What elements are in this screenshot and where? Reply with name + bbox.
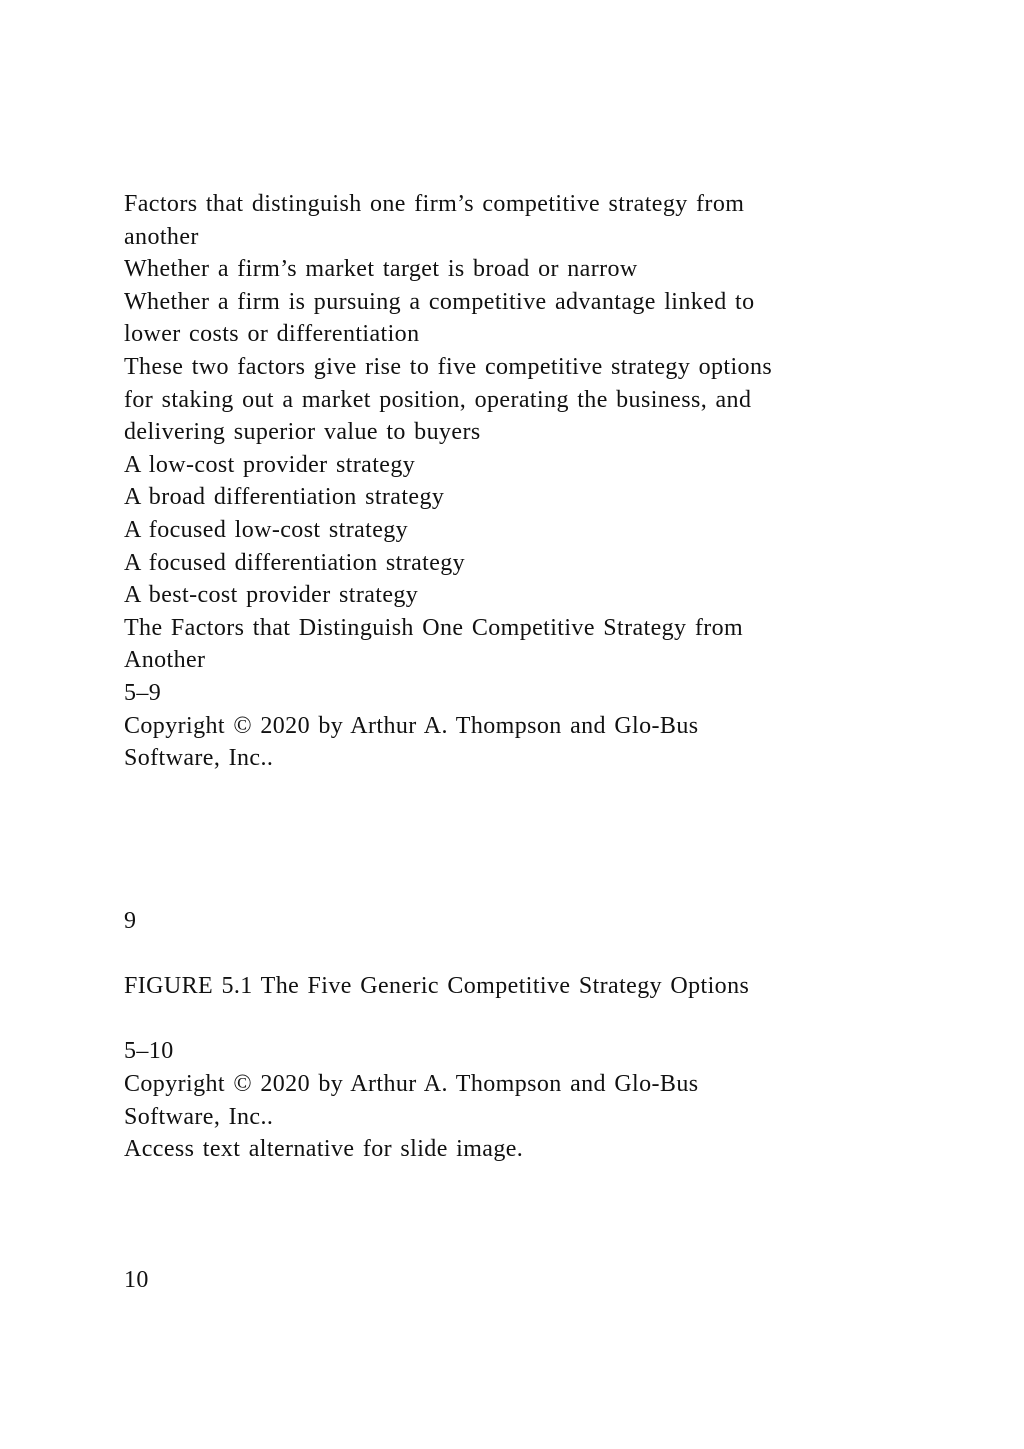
text-line: These two factors give rise to five competitive strategy options	[124, 353, 773, 380]
page-number: 10	[124, 1266, 149, 1293]
spacer	[124, 775, 924, 808]
text-line: for staking out a market position, operating the business, and	[124, 386, 752, 413]
list-item: A best-cost provider strategy	[124, 582, 419, 609]
spacer	[124, 840, 924, 873]
list-item: A focused differentiation strategy	[124, 549, 466, 576]
spacer	[124, 1198, 924, 1231]
spacer	[124, 938, 924, 971]
text-alternative-link[interactable]: Access text alternative for slide image.	[124, 1136, 524, 1163]
text-line: Whether a firm is pursuing a competitive advantage linked to	[124, 288, 755, 315]
page-number: 9	[124, 908, 137, 935]
copyright-text: Software, Inc..	[124, 1103, 274, 1130]
spacer	[124, 1166, 924, 1199]
text-line: another	[124, 223, 199, 250]
slide-number: 5–10	[124, 1038, 174, 1065]
list-item: A broad differentiation strategy	[124, 484, 445, 511]
list-item: A low-cost provider strategy	[124, 451, 416, 478]
figure-caption: FIGURE 5.1 The Five Generic Competitive Strategy Options	[124, 973, 750, 1000]
list-item: A focused low-cost strategy	[124, 516, 409, 543]
slide-title: Another	[124, 647, 206, 674]
spacer	[124, 872, 924, 905]
text-line: Whether a firm’s market target is broad or narrow	[124, 256, 638, 283]
text-line: Factors that distinguish one firm’s competitive strategy from	[124, 191, 745, 217]
copyright-text: Software, Inc..	[124, 745, 274, 772]
spacer	[124, 1231, 924, 1264]
slide-title: The Factors that Distinguish One Competitive Strategy from	[124, 614, 744, 641]
text-line: lower costs or differentiation	[124, 321, 420, 348]
text-line: delivering superior value to buyers	[124, 419, 481, 446]
copyright-text: Copyright © 2020 by Arthur A. Thompson and Glo-Bus	[124, 712, 699, 739]
slide-number: 5–9	[124, 679, 162, 706]
spacer	[124, 1003, 924, 1036]
spacer	[124, 807, 924, 840]
copyright-text: Copyright © 2020 by Arthur A. Thompson and Glo-Bus	[124, 1071, 699, 1098]
document-page	[124, 188, 924, 1296]
